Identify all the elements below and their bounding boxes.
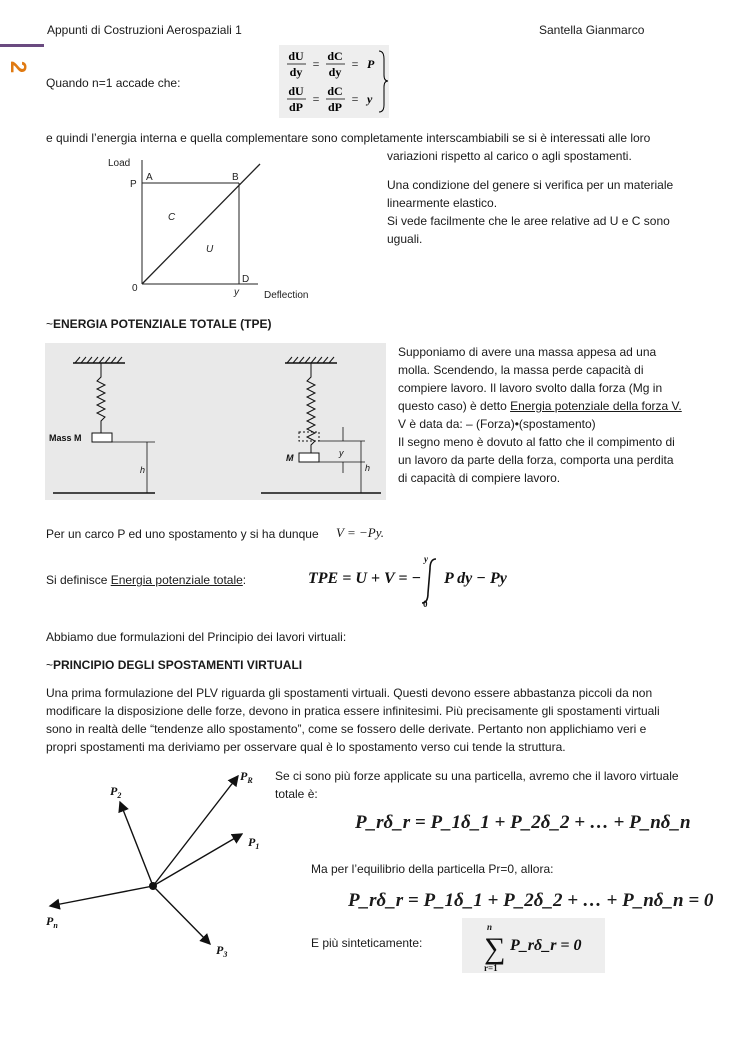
eq1-rhs-den: dy [328,65,342,79]
eq1-lhs-den: dy [289,65,303,79]
tpe-eq-upper: y [424,554,428,564]
page-number-rule [0,44,44,47]
forces-text-line2: totale è: [275,787,318,801]
label-mass-m: Mass M [49,433,82,443]
eq2-rhs: y [367,92,373,106]
eq1-rhs-num: dC [327,49,343,63]
tpe-p1-line4: questo caso) è detto Energia potenziale della forza V. [398,399,682,413]
label-a: A [146,172,153,183]
label-load: Load [108,158,131,169]
s1-text2-line3: Si vede facilmente che le aree relative ad U e C sono [387,214,670,228]
vector-p2 [120,802,153,886]
load-deflection-diagram [106,152,326,302]
svg-text:P3: $P_3$ [216,943,228,959]
label-d: D [242,274,250,285]
eq2-lhs-den: dP [288,100,304,114]
label-p2: P [110,784,118,798]
plv-intro: Abbiamo due formulazioni del Principio dei lavori virtuali: [46,630,347,644]
tpe-p1-line3: compiere lavoro. Il lavoro svolto dalla forza (Mg in [398,381,663,395]
header-title: Appunti di Costruzioni Aerospaziali 1 [47,23,242,37]
load-line [142,164,260,284]
svg-text:=: = [312,57,320,71]
plv-para-line4: propri spostamenti ma deriviamo per osservare qual è lo spostamento verso cui tende la struttura. [46,740,566,754]
svg-text:=: = [312,92,320,106]
sum-body: P_rδ_r = 0 [510,937,582,954]
label-origin: 0 [132,283,138,294]
force-vectors-diagram [40,762,270,962]
label-y: y [234,287,239,298]
eq-row-2 [287,84,373,114]
svg-text:P2: $P_2$ [110,784,122,800]
page-number: 2 [6,60,32,74]
label-u: U [206,244,214,255]
eq2-rhs-den: dP [327,100,343,114]
tpe-p2-line2: un lavoro da parte della forza, comporta una perdita [398,453,674,467]
synth-text: E più sinteticamente: [311,936,423,950]
tpe-p1-line1: Supponiamo di avere una massa appesa ad una [398,345,657,359]
carico-math: V = −Py. [336,525,384,540]
label-p1: P [248,835,256,849]
label-pr: P [240,769,248,783]
label-pn: P [46,914,54,928]
svg-text:P1: $P_1$ [248,835,260,851]
eq-equilibrium [348,890,713,912]
plv-heading: ~PRINCIPIO DEGLI SPOSTAMENTI VIRTUALI [46,658,303,672]
svg-text:PR: $P_R$ [240,769,253,785]
eq1-lhs-num: dU [288,49,304,63]
svg-text:=: = [351,57,359,71]
label-deflection: Deflection [264,290,309,301]
eq-row-1 [287,49,375,79]
plv-para-line1: Una prima formulazione del PLV riguarda gli spostamenti virtuali. Questi devono essere abbastanza piccoli da non [46,686,653,700]
carico-text: Per un carco P ed uno spostamento y si ha dunque [46,527,319,541]
tpe-heading: ~ENERGIA POTENZIALE TOTALE (TPE) [46,317,272,331]
sum-equation [462,918,605,973]
tpe-p2-line3: di capacità di compiere lavoro. [398,471,561,485]
sum-symbol: ∑ [484,932,506,965]
eq2-rhs-num: dC [327,84,343,98]
plv-para-line3: sono in realtà delle “tendenze allo spostamento”, come se fossero delle derivate. Pertanto non applichiamo veri e [46,722,647,736]
label-m-right: M [286,453,294,463]
eq-virtual-work [355,812,691,834]
plv-para-line2: modificare la disposizione delle forze, devono in pratica essere infinitesimi. Più precisamente gli spostamenti virtuali [46,704,660,718]
derivative-equations [279,45,389,118]
eq2-lhs-num: dU [288,84,304,98]
label-y-right: y [339,448,344,458]
sum-upper: n [487,922,493,932]
vector-pn [50,886,153,906]
link-energia-potenziale-forza: Energia potenziale della forza V. [510,399,682,413]
tpe-eq-lower: 0 [423,599,428,609]
tpe-definition: Si definisce Energia potenziale totale: [46,573,247,587]
s1-line2: variazioni rispetto al carico o agli spostamenti. [387,149,632,163]
tpe-equation [306,553,516,609]
vector-pr [153,776,238,886]
s1-text2-line1: Una condizione del genere si verifica per un materiale [387,178,674,192]
s1-text2-line4: uguali. [387,232,423,246]
vector-p3 [153,886,210,944]
svg-text:Pn: $P_n$ [46,914,58,930]
sum-lower: r=1 [484,963,498,973]
tpe-eq-integrand: P dy − Py [444,570,507,587]
svg-text:=: = [351,92,359,106]
eq-virtual-work-text: P_rδ_r = P_1δ_1 + P_2δ_2 + … + P_nδ_n [355,812,691,833]
eq-equilibrium-text: P_rδ_r = P_1δ_1 + P_2δ_2 + … + P_nδ_n = 0 [348,890,714,911]
particle-point [149,882,157,890]
equil-text: Ma per l’equilibrio della particella Pr=0, allora: [311,862,554,876]
label-h-right: h [365,463,371,473]
label-c: C [168,212,176,223]
s1-line1: e quindi l’energia interna e quella complementare sono completamente interscambiabili se si è interessati alle loro [46,131,651,145]
eq1-rhs: P [367,57,375,71]
vector-p1 [153,834,242,886]
tpe-eq-lhs: TPE = U + V = − [308,570,422,587]
link-energia-potenziale-totale: Energia potenziale totale [110,573,243,587]
tpe-p2-line1: Il segno meno è dovuto al fatto che il compimento di [398,435,675,449]
s1-intro: Quando n=1 accade che: [46,76,181,90]
header-author: Santella Gianmarco [539,23,645,37]
tpe-p1-line5: V è data da: – (Forza)•(spostamento) [398,417,596,431]
spring-mass-figure [45,343,386,500]
label-h-left: h [140,465,146,475]
s1-text2-line2: linearmente elastico. [387,196,498,210]
label-b: B [232,172,239,183]
tpe-p1-line2: molla. Scendendo, la massa perde capacità di [398,363,644,377]
forces-text-line1: Se ci sono più forze applicate su una particella, avremo che il lavoro virtuale [275,769,679,783]
label-p: P [130,179,137,190]
label-p3: P [216,943,224,957]
